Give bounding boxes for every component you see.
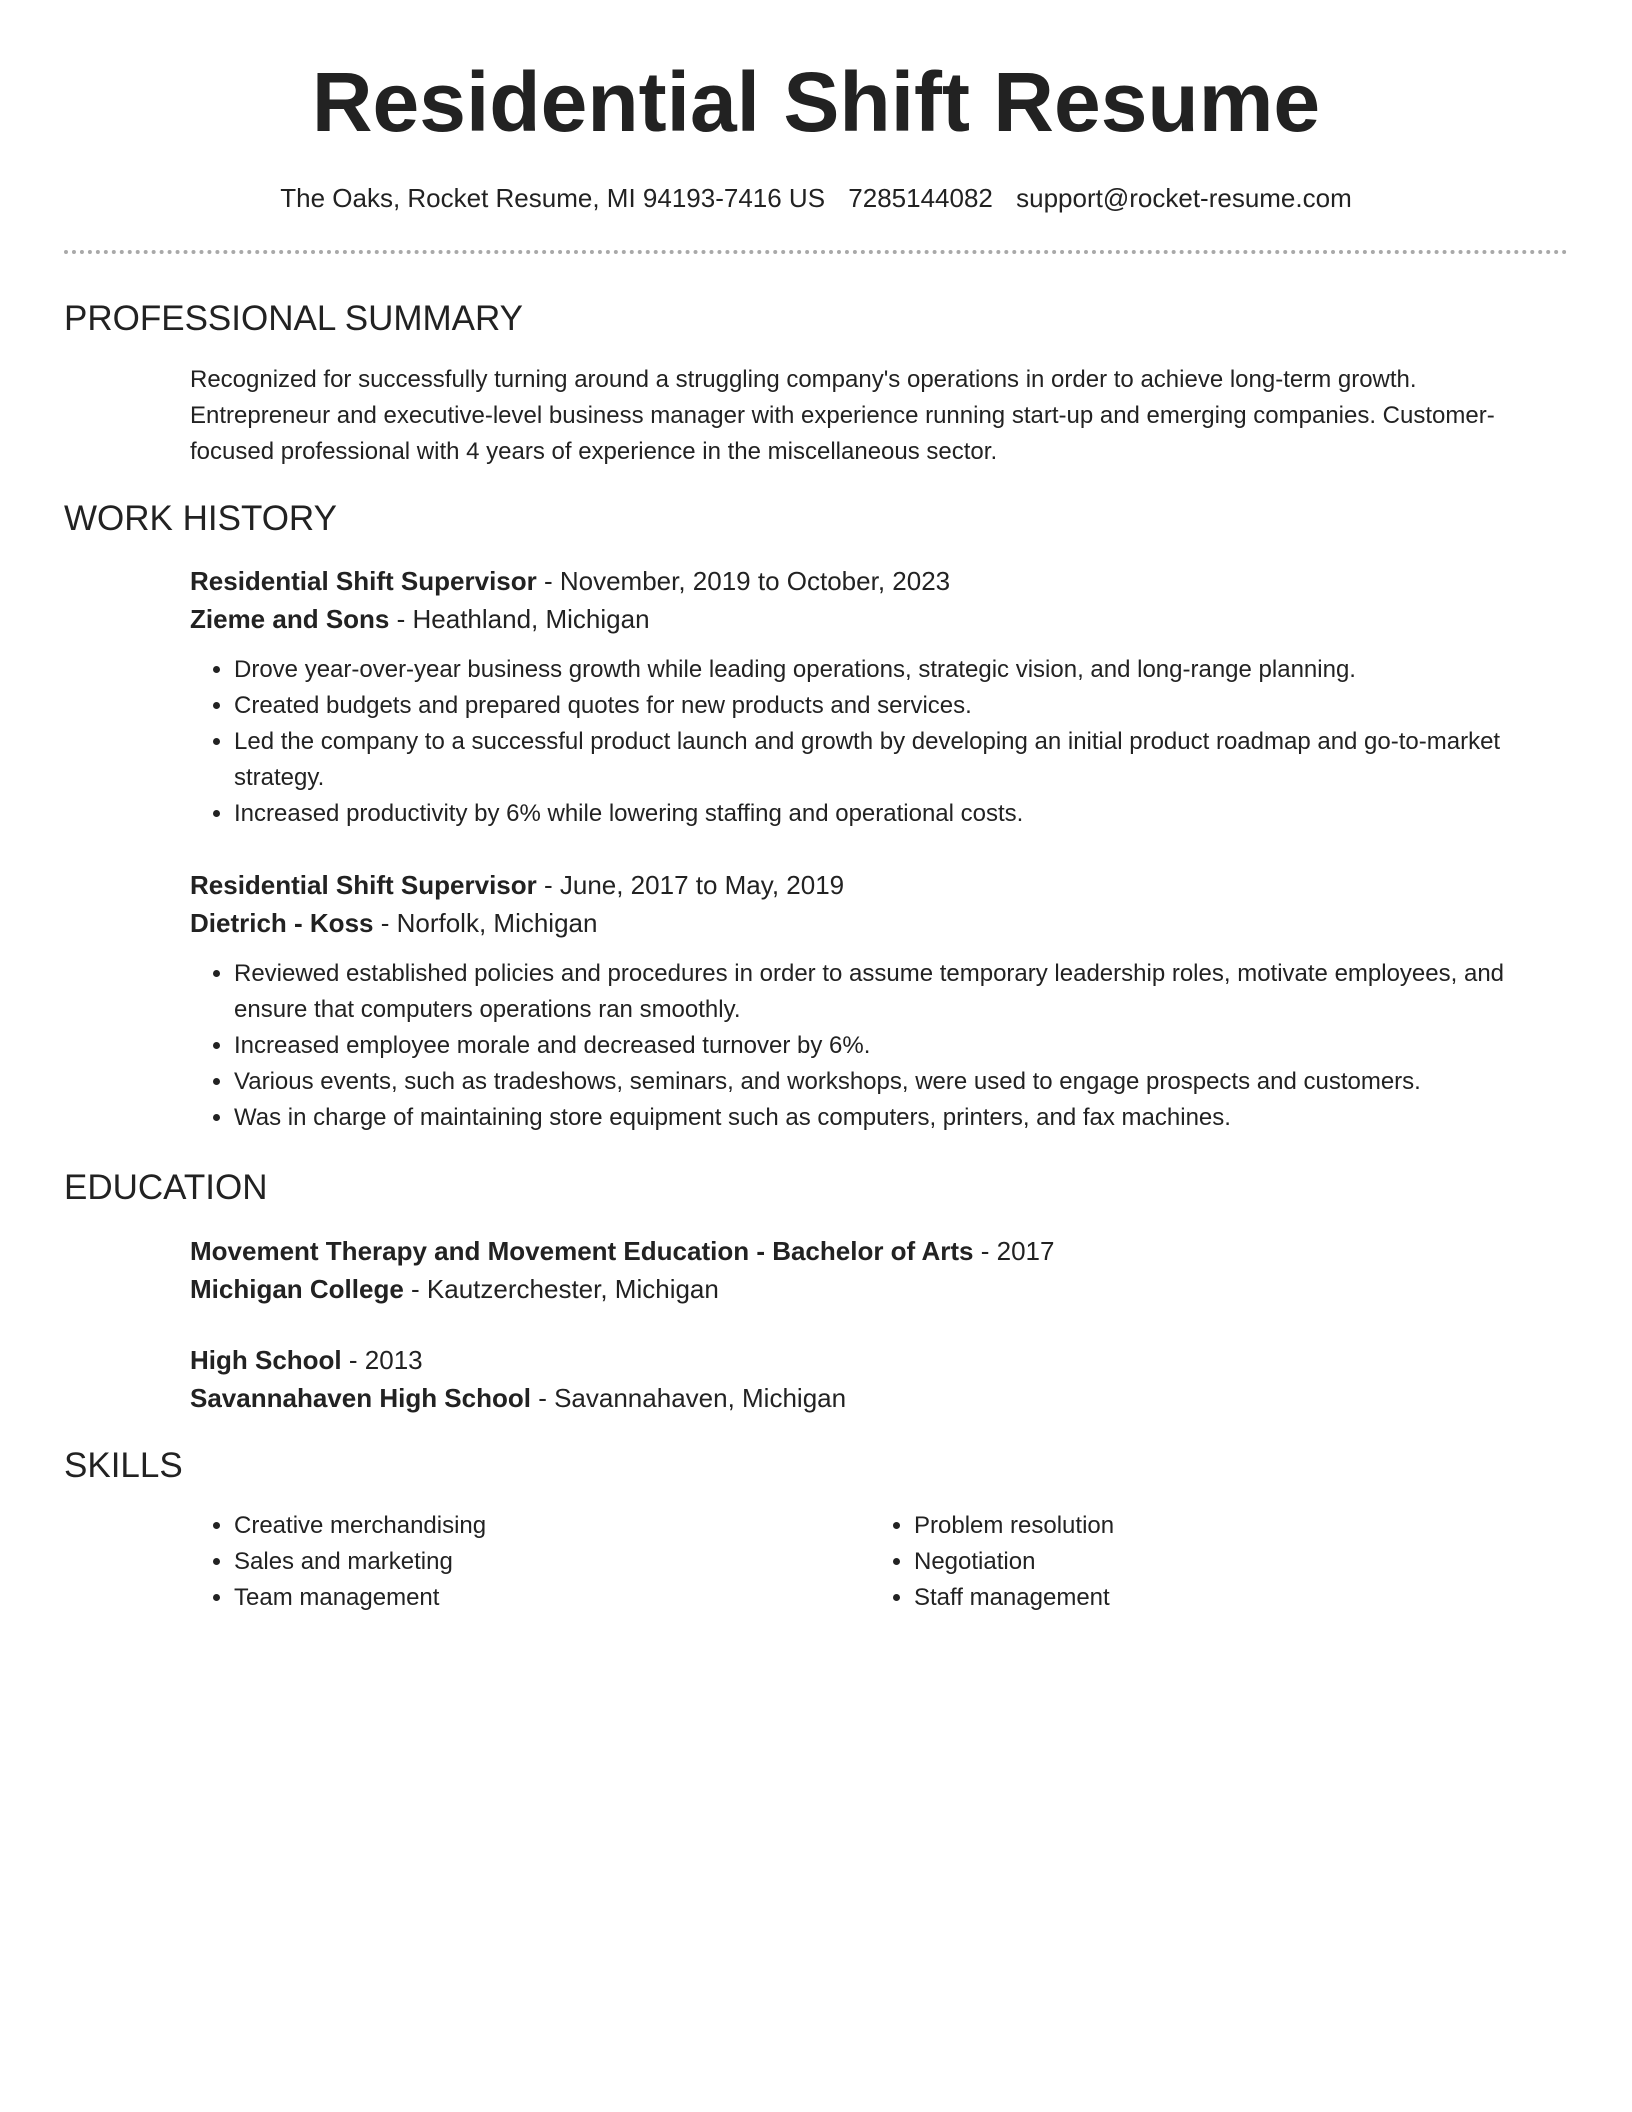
resume-title: Residential Shift Resume — [311, 55, 1321, 149]
summary-text: Recognized for successfully turning around a struggling company's operations in order to achieve long-term growth. Entrepreneur and executive-level business manager with experience running start-up and emerging companies. Customer-focused professional with 4 years of experience in the miscellaneous sector. — [190, 366, 1495, 465]
list-item: • Negotiation — [914, 1544, 1550, 1580]
job-dates: - November, 2019 to October, 2023 — [536, 566, 951, 596]
education-school: Savannahaven High School — [190, 1383, 531, 1413]
list-item: • Reviewed established policies and procedures in order to assume temporary leadership roles, motivate employees, and ensure that computers operations ran smoothly. — [234, 956, 1550, 1028]
section-title-education: EDUCATION — [64, 1168, 268, 1207]
list-item: • Was in charge of maintaining store equipment such as computers, printers, and fax machines. — [234, 1100, 1550, 1136]
section-title-summary: PROFESSIONAL SUMMARY — [64, 299, 523, 338]
job-role-line — [190, 866, 1550, 904]
job-location: - Norfolk, Michigan — [373, 908, 598, 938]
list-item: • Increased productivity by 6% while lowering staffing and operational costs. — [234, 796, 1550, 832]
education-location: - Kautzerchester, Michigan — [403, 1274, 719, 1304]
list-item: • Increased employee morale and decreased turnover by 6%. — [234, 1028, 1550, 1064]
education-degree-line — [190, 1341, 1550, 1379]
section-title-work: WORK HISTORY — [64, 499, 337, 538]
list-item: • Staff management — [914, 1580, 1550, 1616]
job-bullets — [190, 956, 1550, 1136]
job-entry-1 — [190, 562, 1550, 832]
job-company-line — [190, 600, 1550, 638]
job-location: - Heathland, Michigan — [389, 604, 650, 634]
education-school: Michigan College — [190, 1274, 404, 1304]
education-degree: High School — [190, 1345, 342, 1375]
education-entry-1 — [190, 1232, 1550, 1308]
education-degree-line — [190, 1232, 1550, 1270]
job-entry-2 — [190, 866, 1550, 1136]
list-item: • Problem resolution — [914, 1508, 1550, 1544]
section-title-skills: SKILLS — [64, 1446, 183, 1485]
skills-columns — [190, 1508, 1550, 1616]
education-degree: Movement Therapy and Movement Education - Bachelor of Arts — [190, 1236, 974, 1266]
list-item: • Various events, such as tradeshows, seminars, and workshops, were used to engage prospects and customers. — [234, 1064, 1550, 1100]
job-bullets — [190, 652, 1550, 832]
job-dates: - June, 2017 to May, 2019 — [536, 870, 845, 900]
job-role: Residential Shift Supervisor — [190, 566, 537, 596]
contact-line — [0, 180, 1632, 216]
list-item: • Creative merchandising — [234, 1508, 870, 1544]
list-item: • Team management — [234, 1580, 870, 1616]
list-item: • Drove year-over-year business growth while leading operations, strategic vision, and long-range planning. — [234, 652, 1550, 688]
contact-phone: 7285144082 — [848, 183, 993, 213]
education-location: - Savannahaven, Michigan — [530, 1383, 847, 1413]
job-company: Zieme and Sons — [190, 604, 390, 634]
skills-list-left — [190, 1508, 870, 1616]
list-item: • Created budgets and prepared quotes for new products and services. — [234, 688, 1550, 724]
education-school-line — [190, 1379, 1550, 1417]
list-item: • Led the company to a successful product launch and growth by developing an initial product roadmap and go-to-market strategy. — [234, 724, 1550, 796]
skills-list-right — [870, 1508, 1550, 1616]
contact-email: support@rocket-resume.com — [1016, 183, 1352, 213]
education-year: - 2013 — [341, 1345, 423, 1375]
job-company-line — [190, 904, 1550, 942]
education-entry-2 — [190, 1341, 1550, 1417]
job-role-line — [190, 562, 1550, 600]
header-divider — [64, 250, 1568, 254]
list-item: • Sales and marketing — [234, 1544, 870, 1580]
job-role: Residential Shift Supervisor — [190, 870, 537, 900]
contact-address: The Oaks, Rocket Resume, MI 94193-7416 US — [280, 183, 826, 213]
education-school-line — [190, 1270, 1550, 1308]
summary-block — [190, 362, 1562, 470]
education-year: - 2017 — [973, 1236, 1055, 1266]
job-company: Dietrich - Koss — [190, 908, 374, 938]
